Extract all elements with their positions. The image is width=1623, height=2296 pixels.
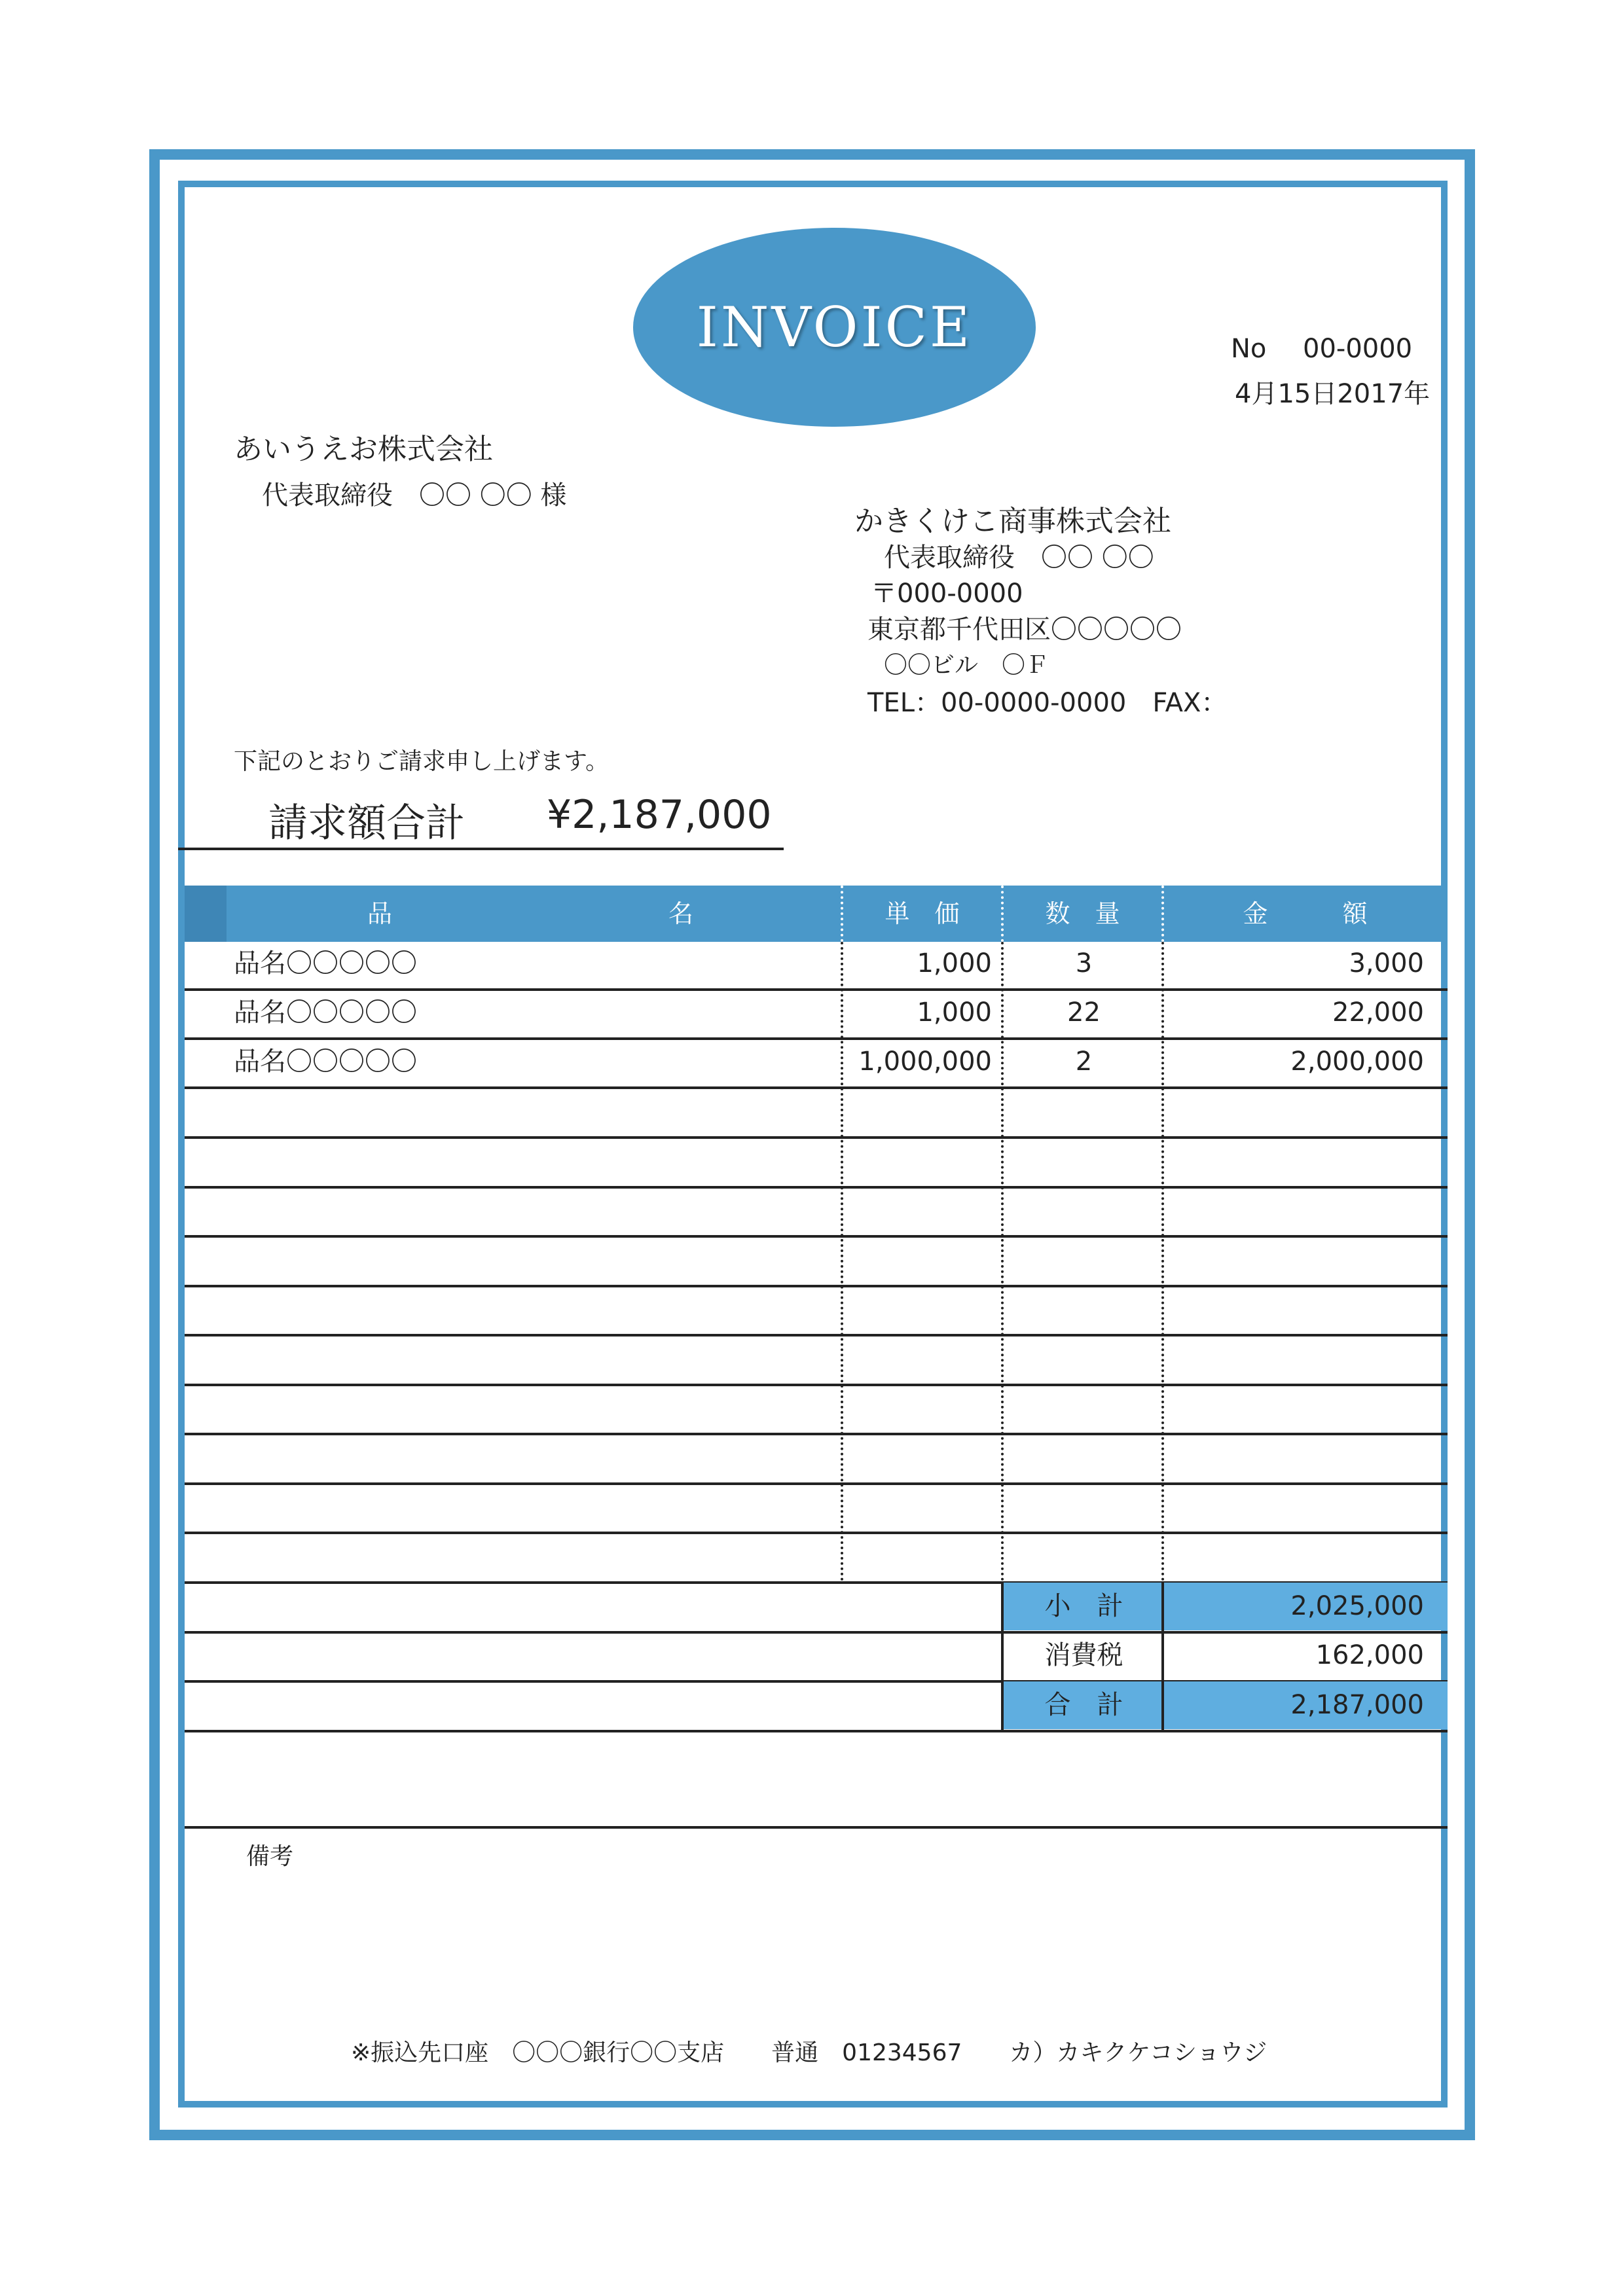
item-unit-price: 1,000: [917, 997, 992, 1028]
row-divider: [185, 1482, 1448, 1485]
header-divider: [1001, 886, 1004, 942]
total-amount: ¥2,187,000: [547, 792, 772, 838]
issuer-building: 〇〇ビル 〇Ｆ: [884, 652, 1049, 679]
subtotal-value: 2,025,000: [1290, 1591, 1424, 1621]
item-name: 品名〇〇〇〇〇: [234, 948, 417, 978]
item-amount: 22,000: [1332, 997, 1424, 1028]
row-divider: [185, 1334, 1448, 1336]
issuer-address: 東京都千代田区〇〇〇〇〇: [867, 615, 1182, 645]
item-unit-price: 1,000: [917, 948, 992, 978]
item-name: 品名〇〇〇〇〇: [234, 1047, 417, 1077]
recipient-person: 代表取締役 〇〇 〇〇 様: [262, 480, 567, 511]
tax-value: 162,000: [1315, 1640, 1424, 1670]
header-quantity: 数 量: [1045, 899, 1120, 928]
item-name: 品名〇〇〇〇〇: [234, 997, 417, 1028]
remarks-label: 備考: [246, 1843, 294, 1870]
remarks-divider: [185, 1826, 1448, 1829]
issuer-representative: 代表取締役 〇〇 〇〇: [884, 543, 1154, 573]
total-underline: [178, 848, 784, 850]
item-quantity: 2: [1075, 1047, 1093, 1077]
row-divider: [185, 1186, 1448, 1189]
issuer-contact: TEL：00-0000-0000 FAX：: [867, 688, 1228, 718]
row-divider: [185, 1136, 1448, 1139]
intro-text: 下記のとおりご請求申し上げます。: [234, 748, 610, 775]
total-label: 請求額合計: [268, 800, 465, 846]
header-amount: 金 額: [1243, 899, 1368, 928]
row-divider: [185, 1730, 1448, 1732]
header-unit-price: 単 価: [884, 899, 960, 928]
item-amount: 2,000,000: [1290, 1047, 1424, 1077]
invoice-date: 4月15日2017年: [1235, 379, 1431, 409]
item-quantity: 3: [1075, 948, 1093, 978]
item-quantity: 22: [1067, 997, 1101, 1028]
row-divider: [185, 1285, 1448, 1287]
invoice-title: INVOICE: [696, 295, 973, 359]
row-divider: [185, 1433, 1448, 1435]
header-divider: [1161, 886, 1164, 942]
issuer-company: かきくけこ商事株式会社: [854, 505, 1171, 538]
row-divider: [185, 1532, 1448, 1534]
column-divider: [841, 942, 843, 1581]
recipient-company: あいうえお株式会社: [234, 433, 493, 466]
grand-total-label: 合 計: [1044, 1690, 1123, 1720]
header-name-2: 名: [668, 899, 693, 928]
item-unit-price: 1,000,000: [858, 1047, 992, 1077]
header-divider: [841, 886, 843, 942]
bank-account-info: ※振込先口座 〇〇〇銀行〇〇支店 普通 01234567 カ）カキクケコショウジ: [351, 2039, 1267, 2066]
invoice-title-badge: [633, 228, 1036, 427]
header-name-1: 品: [367, 899, 392, 928]
row-divider: [185, 1384, 1448, 1386]
inner-border: [178, 181, 1448, 2108]
tax-label: 消費税: [1044, 1640, 1123, 1670]
invoice-number: 00-0000: [1303, 334, 1413, 364]
row-divider: [185, 1235, 1448, 1238]
item-amount: 3,000: [1349, 948, 1424, 978]
row-divider: [185, 1086, 1448, 1089]
invoice-number-label: No: [1231, 334, 1267, 364]
grand-total-value: 2,187,000: [1290, 1690, 1424, 1720]
subtotal-label: 小 計: [1044, 1591, 1123, 1621]
issuer-postal-code: 〒000-0000: [871, 579, 1023, 609]
table-header-accent: [185, 886, 227, 942]
